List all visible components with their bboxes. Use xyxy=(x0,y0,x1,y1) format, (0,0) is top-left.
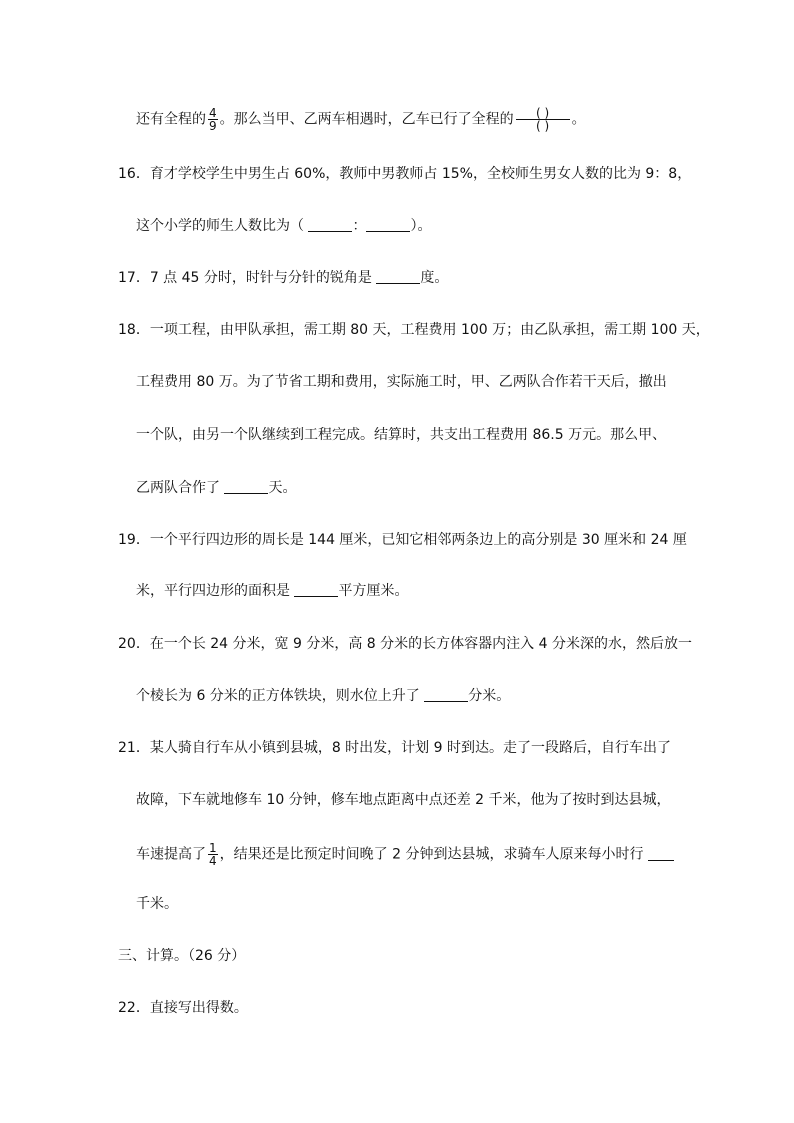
q21-line2: 故障，下车就地修车 10 分钟，修车地点距离中点还差 2 千米，他为了按时到达县城， xyxy=(136,792,671,808)
answer-blank[interactable] xyxy=(648,846,674,861)
q19-line2: 米，平行四边形的面积是 平方厘米。 xyxy=(136,583,409,599)
q21-line3: 车速提高了 $\frac{1}{4}$ ，结果还是比预定时间晚了 2 分钟到达县城，求骑车人原来每小时行 xyxy=(136,842,674,867)
q21-line4: 千米。 xyxy=(136,896,178,912)
q18-line4: 乙两队合作了 天。 xyxy=(136,480,297,496)
answer-blank[interactable] xyxy=(308,217,352,232)
answer-blank[interactable] xyxy=(376,269,420,284)
q20-line2: 个棱长为 6 分米的正方体铁块，则水位上升了 分米。 xyxy=(136,688,511,704)
answer-blank[interactable] xyxy=(424,687,468,702)
answer-fraction-blank[interactable]: $\frac{( )}{( )}$ xyxy=(516,107,570,132)
q15-continuation: 还有全程的 $\frac{4}{9}$ 。那么当甲、乙两车相遇时，乙车已行了全程的 $\frac{( )}{( )}$ 。 xyxy=(136,106,586,133)
fraction-1-4: $\frac{1}{4}$ xyxy=(209,841,217,868)
q16-line1: 16．育才学校学生中男生占 60%，教师中男教师占 15%，全校师生男女人数的比为 9：8， xyxy=(118,166,692,182)
answer-blank[interactable] xyxy=(294,582,338,597)
q21-line1: 21．某人骑自行车从小镇到县城，8 时出发，计划 9 时到达。走了一段路后，自行车出了 xyxy=(118,740,671,756)
answer-blank[interactable] xyxy=(366,217,410,232)
q20-line1: 20．在一个长 24 分米，宽 9 分米，高 8 分米的长方体容器内注入 4 分米深的水，然后放一 xyxy=(118,636,692,652)
q16-line2: 这个小学的师生人数比为（ ： ）。 xyxy=(136,218,432,234)
q18-line2: 工程费用 80 万。为了节省工期和费用，实际施工时，甲、乙两队合作若干天后，撤出 xyxy=(136,374,667,390)
fraction-4-9: $\frac{4}{9}$ xyxy=(209,106,217,133)
q18-line1: 18．一项工程，由甲队承担，需工期 80 天，工程费用 100 万；由乙队承担，需工期 100 天， xyxy=(118,322,710,338)
q22: 22．直接写出得数。 xyxy=(118,1000,248,1016)
q17: 17．7 点 45 分时，时针与分针的锐角是 度。 xyxy=(118,270,449,286)
q19-line1: 19．一个平行四边形的周长是 144 厘米，已知它相邻两条边上的高分别是 30 厘米和 24 厘 xyxy=(118,532,687,548)
section-heading: 三、计算。（26 分） xyxy=(118,948,246,964)
answer-blank[interactable] xyxy=(224,479,268,494)
q18-line3: 一个队，由另一个队继续到工程完成。结算时，共支出工程费用 86.5 万元。那么甲、 xyxy=(136,427,667,443)
